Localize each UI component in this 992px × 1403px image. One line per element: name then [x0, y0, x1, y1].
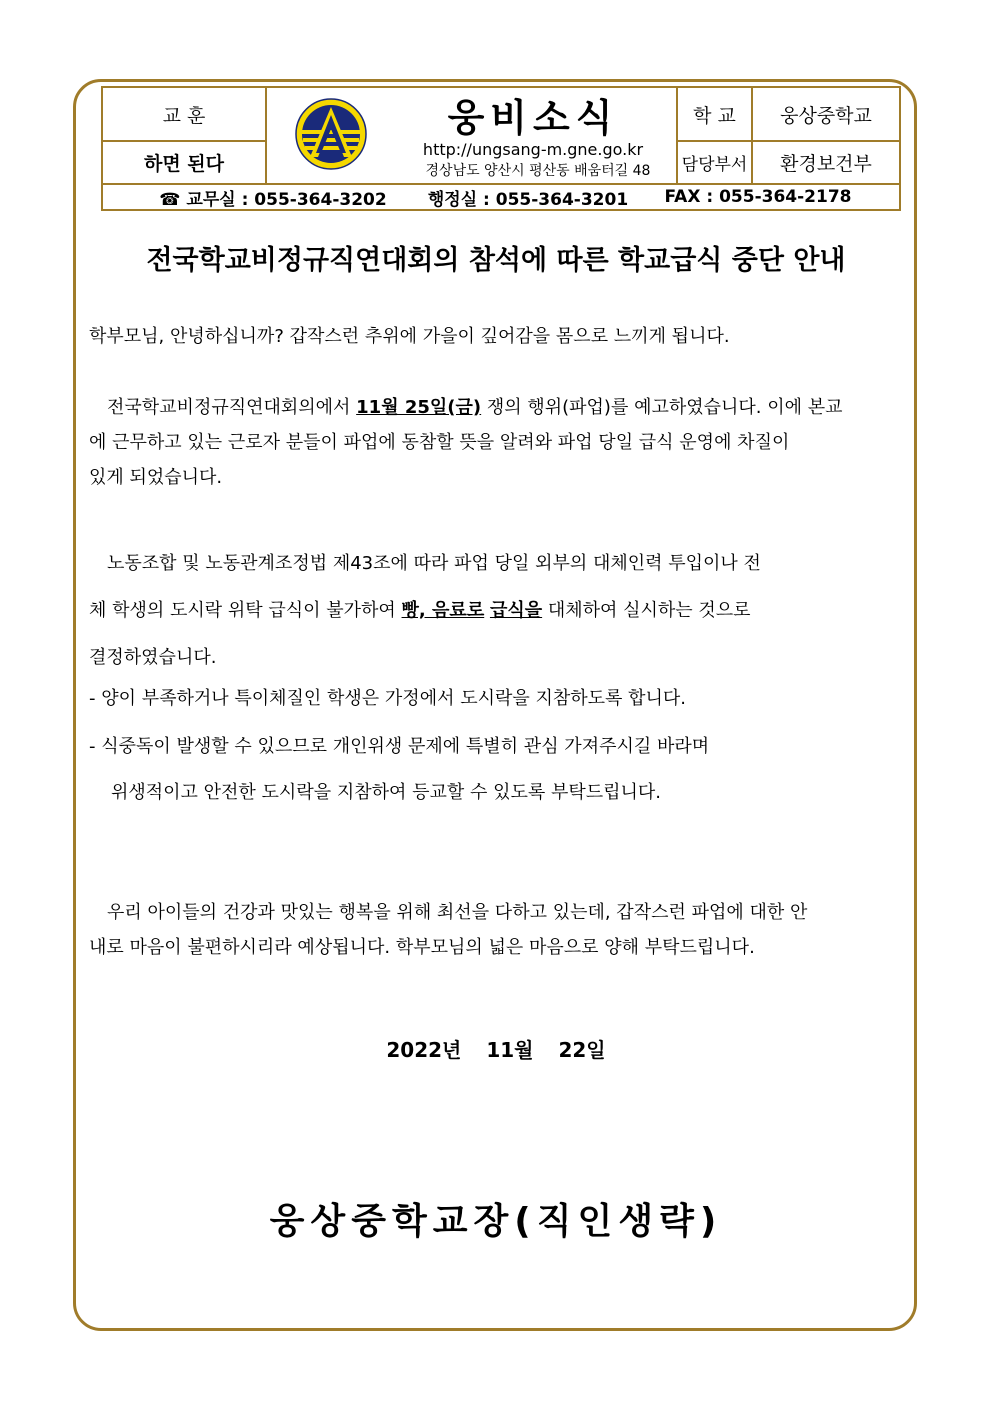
motto-label: 교 훈 [162, 104, 206, 127]
contact-office: ☎ 교무실 : 055-364-3202 [159, 189, 387, 210]
bullet-hygiene-cont: 위생적이고 안전한 도시락을 지참하여 등교할 수 있도록 부탁드립니다. [111, 782, 662, 803]
bullet-hygiene: - 식중독이 발생할 수 있으므로 개인위생 문제에 특별히 관심 가져주시길 바라며 [89, 736, 710, 757]
paragraph-strike-notice: 전국학교비정규직연대회의에서 11월 25일(금) 쟁의 행위(파업)를 예고하였습니다. 이에 본교 에 근무하고 있는 근로자 분들이 파업에 동참할 뜻을 알려와 파업 당일 급식 운영에 차질이 있게 되었습니다. [89, 397, 843, 488]
contact-admin: 행정실 : 055-364-3201 [427, 189, 629, 210]
dept-name: 환경보건부 [780, 153, 872, 175]
dept-label: 담당부서 [681, 155, 748, 175]
school-label: 학 교 [693, 104, 736, 127]
newsletter-title: 웅비소식 [447, 95, 619, 140]
document-date: 2022년 11월 22일 [386, 1038, 606, 1062]
paragraph-meal-replacement: 노동조합 및 노동관계조정법 제43조에 따라 파업 당일 외부의 대체인력 투입이나 전 체 학생의 도시락 위탁 급식이 불가하여 빵, 음료로 급식을 대체하여 실시하는 것으로 결정하였습니다. [89, 553, 761, 668]
motto-value: 하면 된다 [143, 153, 225, 175]
school-url: http://ungsang-m.gne.go.kr [422, 139, 644, 159]
school-emblem-icon [293, 96, 369, 172]
principal-signature: 웅상중학교장(직인생략) [269, 1201, 723, 1242]
school-address: 경상남도 양산시 평산동 배움터길 48 [425, 163, 651, 179]
contact-fax: FAX : 055-364-2178 [664, 187, 852, 207]
greeting: 학부모님, 안녕하십니까? 갑작스런 추위에 가을이 깊어감을 몸으로 느끼게 됩니다. [89, 326, 730, 347]
meal-replacement-highlight: 빵, 음료로 [401, 600, 485, 621]
newsletter-header [101, 86, 901, 211]
school-name: 웅상중학교 [780, 104, 872, 127]
document-title: 전국학교비정규직연대회의 참석에 따른 학교급식 중단 안내 [146, 245, 846, 276]
bullet-lunchbox: - 양이 부족하거나 특이체질인 학생은 가정에서 도시락을 지참하도록 합니다. [89, 688, 687, 709]
strike-date: 11월 25일(금) [356, 397, 482, 418]
paragraph-closing: 우리 아이들의 건강과 맛있는 행복을 위해 최선을 다하고 있는데, 갑작스런 파업에 대한 안 내로 마음이 불편하시리라 예상됩니다. 학부모님의 넓은 마음으로 양해 부탁드립니다. [89, 902, 808, 958]
